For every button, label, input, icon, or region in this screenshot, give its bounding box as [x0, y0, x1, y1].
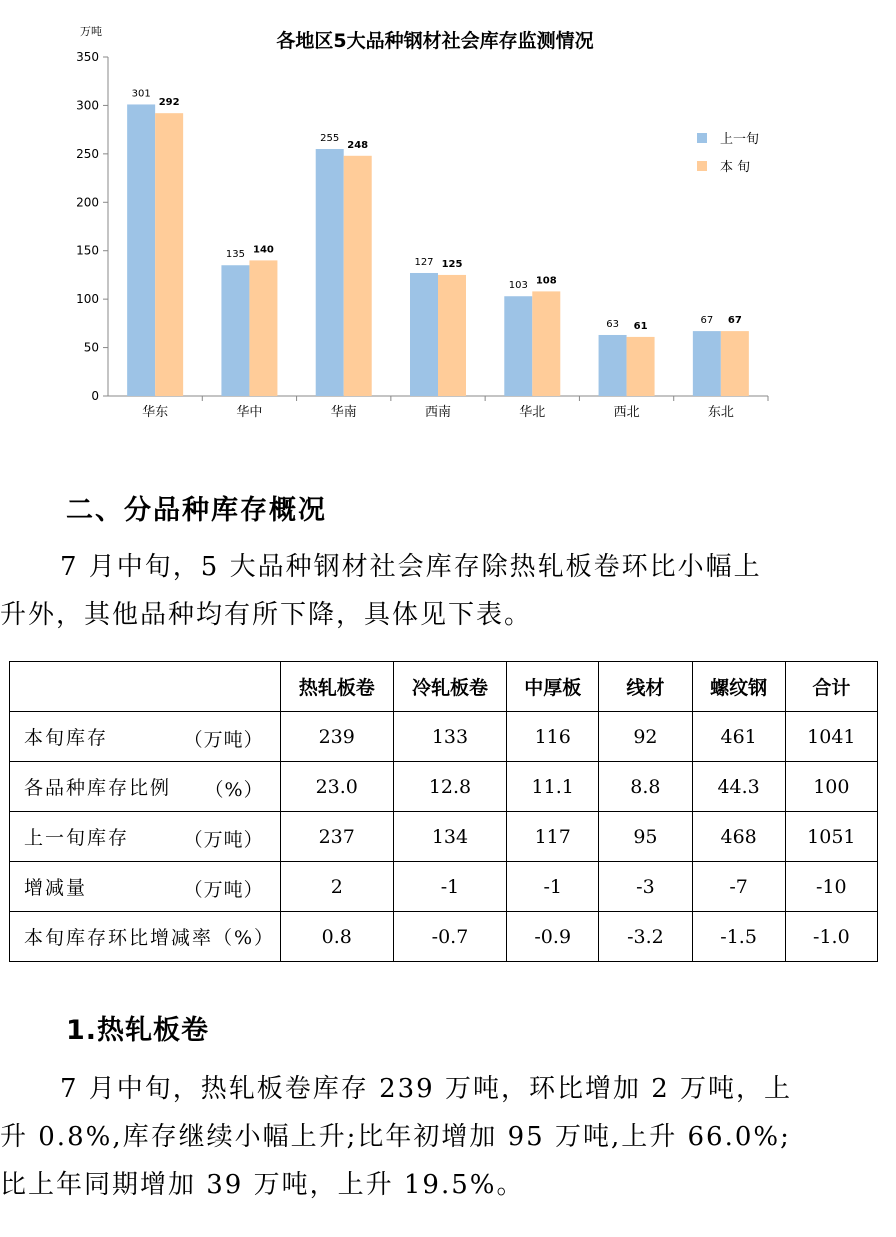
x-category-label: 华北 [519, 405, 546, 420]
bar-current [155, 113, 183, 396]
data-label: 103 [508, 280, 528, 292]
chart-legend [697, 132, 759, 175]
table-header-row [10, 662, 878, 712]
table-cell: 133 [393, 712, 506, 762]
table-header-cell: 冷轧板卷 [393, 662, 506, 712]
table-header-cell [10, 662, 281, 712]
row-label [10, 762, 281, 812]
intro-line-1: 7 月中旬，5 大品种钢材社会库存除热轧板卷环比小幅上 [60, 552, 762, 582]
data-label: 255 [320, 133, 340, 145]
chart-title: 各地区5大品种钢材社会库存监测情况 [276, 30, 594, 52]
table-cell: 134 [393, 812, 506, 862]
table-cell: 1041 [785, 712, 877, 762]
table-cell: 100 [785, 762, 877, 812]
data-label: 140 [252, 244, 274, 256]
row-label [10, 712, 281, 762]
inventory-table [9, 661, 878, 962]
data-label: 61 [633, 320, 648, 332]
y-tick-label: 0 [91, 389, 99, 403]
chart-bars [127, 104, 749, 396]
bar-previous [504, 296, 532, 396]
x-category-label: 西南 [424, 405, 452, 420]
table-header-cell: 螺纹钢 [692, 662, 785, 712]
x-category-label: 西北 [613, 405, 640, 420]
legend-swatch [697, 133, 707, 143]
y-tick-label: 300 [76, 98, 99, 113]
table-cell: 2 [280, 862, 393, 912]
y-tick-label: 200 [76, 195, 99, 210]
y-tick-label: 100 [76, 292, 99, 307]
bar-current [344, 156, 372, 396]
bar-previous [316, 149, 344, 396]
table-cell: -7 [692, 862, 785, 912]
bar-current [532, 291, 560, 396]
varieties-intro-paragraph [0, 543, 880, 639]
table-cell: -0.9 [507, 912, 599, 962]
data-label: 67 [700, 315, 714, 327]
table-cell: 11.1 [507, 762, 599, 812]
legend-swatch [697, 161, 707, 171]
section-heading-hot-rolled: 1.热轧板卷 [66, 1015, 210, 1046]
table-cell: -1.0 [785, 912, 877, 962]
table-row [10, 912, 878, 962]
legend-label: 本 旬 [720, 160, 751, 175]
data-label: 301 [131, 88, 151, 100]
table-cell: 1051 [785, 812, 877, 862]
table-cell: 8.8 [599, 762, 692, 812]
table-cell: -1 [507, 862, 599, 912]
data-label: 135 [225, 249, 245, 261]
table-row [10, 762, 878, 812]
table-cell: 23.0 [280, 762, 393, 812]
table-cell: 95 [599, 812, 692, 862]
table-cell: 92 [599, 712, 692, 762]
table-cell: -1.5 [692, 912, 785, 962]
legend-label: 上一旬 [720, 132, 760, 147]
bar-previous [693, 331, 721, 396]
table-header-cell: 中厚板 [507, 662, 599, 712]
row-label-text: 上一旬库存 [24, 827, 130, 849]
table-cell: 461 [692, 712, 785, 762]
row-unit: （%） [204, 779, 264, 801]
row-label-text: 本旬库存 [24, 727, 109, 749]
table-cell: 468 [692, 812, 785, 862]
table-cell: -1 [393, 862, 506, 912]
data-label: 63 [606, 318, 619, 330]
table-header-cell: 热轧板卷 [280, 662, 393, 712]
x-category-label: 华东 [142, 405, 169, 420]
x-category-label: 东北 [707, 405, 734, 420]
data-label: 108 [535, 275, 557, 287]
hrc-line-2: 升 0.8%,库存继续小幅上升;比年初增加 95 万吨,上升 66.0%; [0, 1122, 791, 1152]
bar-previous [127, 104, 155, 396]
bar-previous [410, 273, 438, 396]
bar-current [438, 275, 466, 396]
table-cell: -0.7 [393, 912, 506, 962]
table-row [10, 712, 878, 762]
y-tick-label: 250 [76, 146, 99, 161]
hot-rolled-paragraph [0, 1065, 880, 1209]
data-label: 292 [158, 97, 180, 109]
x-category-label: 华中 [236, 405, 263, 420]
regional-inventory-chart [0, 0, 896, 460]
y-tick-label: 50 [83, 340, 99, 355]
bar-current [721, 331, 749, 396]
intro-line-2: 升外，其他品种均有所下降，具体见下表。 [0, 600, 533, 630]
data-label: 125 [441, 258, 463, 270]
table-cell: 0.8 [280, 912, 393, 962]
table-cell: 239 [280, 712, 393, 762]
row-label [10, 912, 281, 962]
table-cell: -10 [785, 862, 877, 912]
y-axis-unit: 万吨 [80, 25, 102, 38]
data-label: 127 [414, 256, 434, 268]
bar-current [249, 260, 277, 396]
bar-previous [221, 265, 249, 396]
row-unit: （万吨） [183, 879, 264, 901]
row-label [10, 812, 281, 862]
hrc-line-1: 7 月中旬，热轧板卷库存 239 万吨，环比增加 2 万吨，上 [60, 1074, 793, 1104]
x-category-label: 华南 [330, 405, 357, 420]
row-label-text: 本旬库存环比增减率（%） [24, 927, 276, 949]
data-label: 67 [727, 315, 742, 327]
section-heading-varieties: 二、分品种库存概况 [66, 495, 327, 526]
table-row [10, 812, 878, 862]
data-label: 248 [347, 139, 369, 151]
table-cell: -3.2 [599, 912, 692, 962]
table-cell: 44.3 [692, 762, 785, 812]
y-tick-label: 350 [76, 50, 99, 64]
table-cell: 117 [507, 812, 599, 862]
table-cell: 237 [280, 812, 393, 862]
row-label-text: 增减量 [24, 877, 88, 899]
row-unit: （万吨） [183, 729, 264, 751]
table-header-cell: 合计 [785, 662, 877, 712]
row-label [10, 862, 281, 912]
table-row [10, 862, 878, 912]
row-unit: （万吨） [183, 829, 264, 851]
table-cell: 12.8 [393, 762, 506, 812]
row-label-text: 各品种库存比例 [24, 777, 172, 799]
table-cell: -3 [599, 862, 692, 912]
bar-previous [599, 335, 627, 396]
bar-current [627, 337, 655, 396]
table-header-cell: 线材 [599, 662, 692, 712]
table-cell: 116 [507, 712, 599, 762]
y-tick-label: 150 [76, 243, 99, 258]
hrc-line-3: 比上年同期增加 39 万吨，上升 19.5%。 [0, 1170, 525, 1200]
